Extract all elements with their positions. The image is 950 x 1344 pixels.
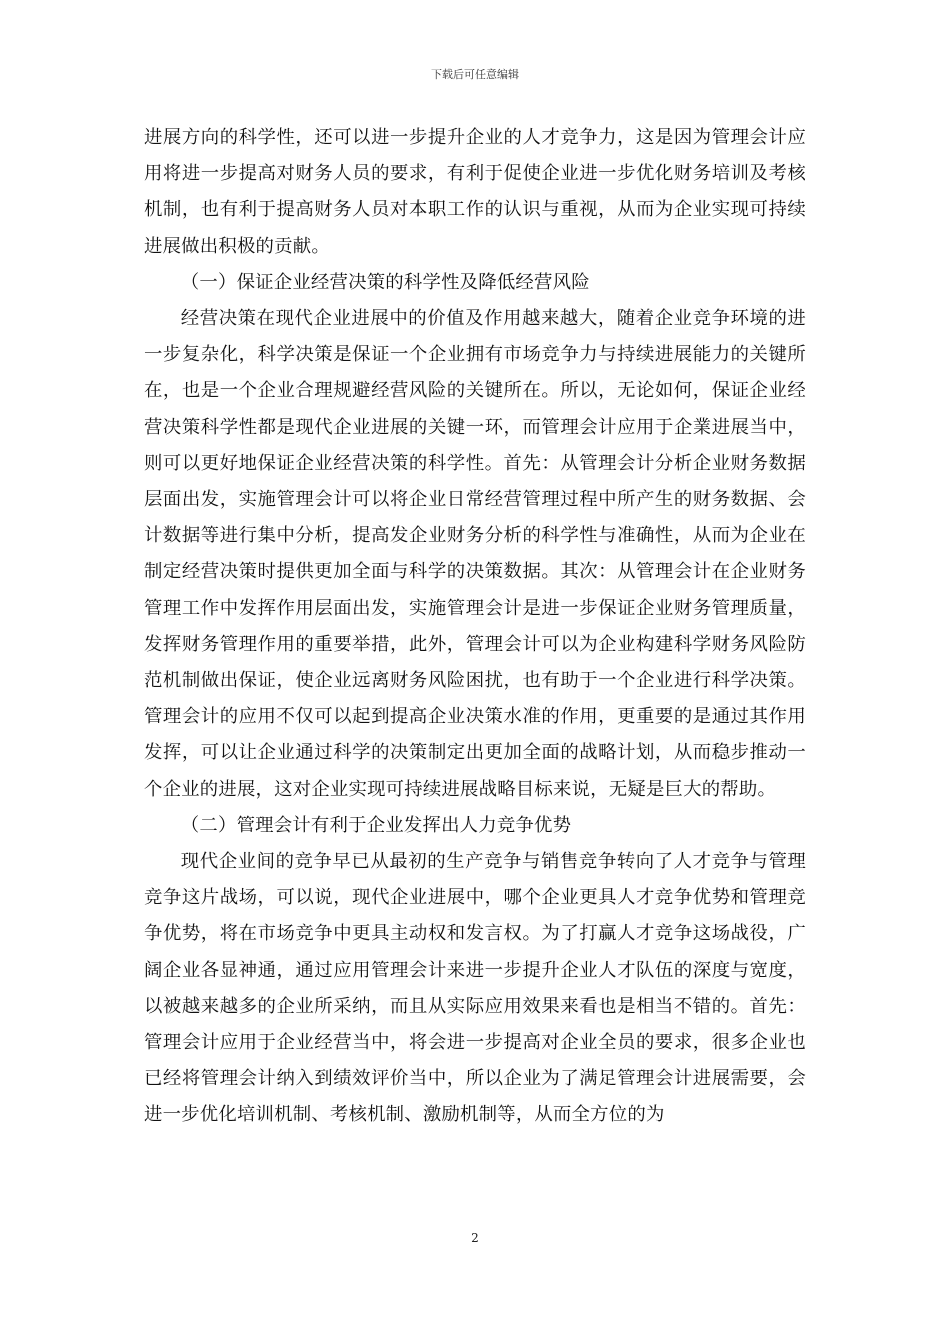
document-body <box>144 120 806 1134</box>
paragraph-decision-making: 经营决策在现代企业进展中的价值及作用越来越大，随着企业竞争环境的进一步复杂化，科学决策是保证一个企业拥有市场竞争力与持续进展能力的关键所在，也是一个企业合理规避经营风险的关键所在。所以，无论如何，保证企业经营决策科学性都是现代企业进展的关键一环，而管理会计应用于企業进展当中，则可以更好地保证企业经营决策的科学性。首先：从管理会计分析企业财务数据层面出发，实施管理会计可以将企业日常经营管理过程中所产生的财务数据、会计数据等进行集中分析，提高发企业财务分析的科学性与准确性，从而为企业在制定经营决策时提供更加全面与科学的决策数据。其次：从管理会计在企业财务管理工作中发挥作用层面出发，实施管理会计是进一步保证企业财务管理质量，发挥财务管理作用的重要举措，此外，管理会计可以为企业构建科学财务风险防范机制做出保证，使企业远离财务风险困扰，也有助于一个企业进行科学决策。管理会计的应用不仅可以起到提高企业决策水准的作用，更重要的是通过其作用发挥，可以让企业通过科学的决策制定出更加全面的战略计划，从而稳步推动一个企业的进展，这对企业实现可持续进展战略目标来说，无疑是巨大的帮助。 <box>144 308 806 800</box>
page-number: 2 <box>471 1231 479 1245</box>
section-heading-1: （一）保证企业经营决策的科学性及降低经营风险 <box>180 271 590 293</box>
section-heading-2: （二）管理会计有利于企业发挥出人力竞争优势 <box>180 814 572 836</box>
page-header: 下载后可任意编辑 <box>431 68 519 81</box>
paragraph-talent-competition: 现代企业间的竞争早已从最初的生产竞争与销售竞争转向了人才竞争与管理竞争这片战场，可以说，现代企业进展中，哪个企业更具人才竞争优势和管理竞争优势，将在市场竞争中更具主动权和发言权。为了打赢人才竞争这场战役，广阔企业各显神通，通过应用管理会计来进一步提升企业人才队伍的深度与宽度，以被越来越多的企业所采纳，而且从实际应用效果来看也是相当不错的。首先：管理会计应用于企业经营当中，将会进一步提高对企业全员的要求，很多企业也已经将管理会计纳入到绩效评价当中，所以企业为了满足管理会计进展需要，会进一步优化培训机制、考核机制、激励机制等，从而全方位的为 <box>144 851 806 1126</box>
paragraph-continued: 进展方向的科学性，还可以进一步提升企业的人才竞争力，这是因为管理会计应用将进一步提高对财务人员的要求，有利于促使企业进一步优化财务培训及考核机制，也有利于提高财务人员对本职工作的认识与重视，从而为企业实现可持续进展做出积极的贡献。 <box>144 127 806 257</box>
